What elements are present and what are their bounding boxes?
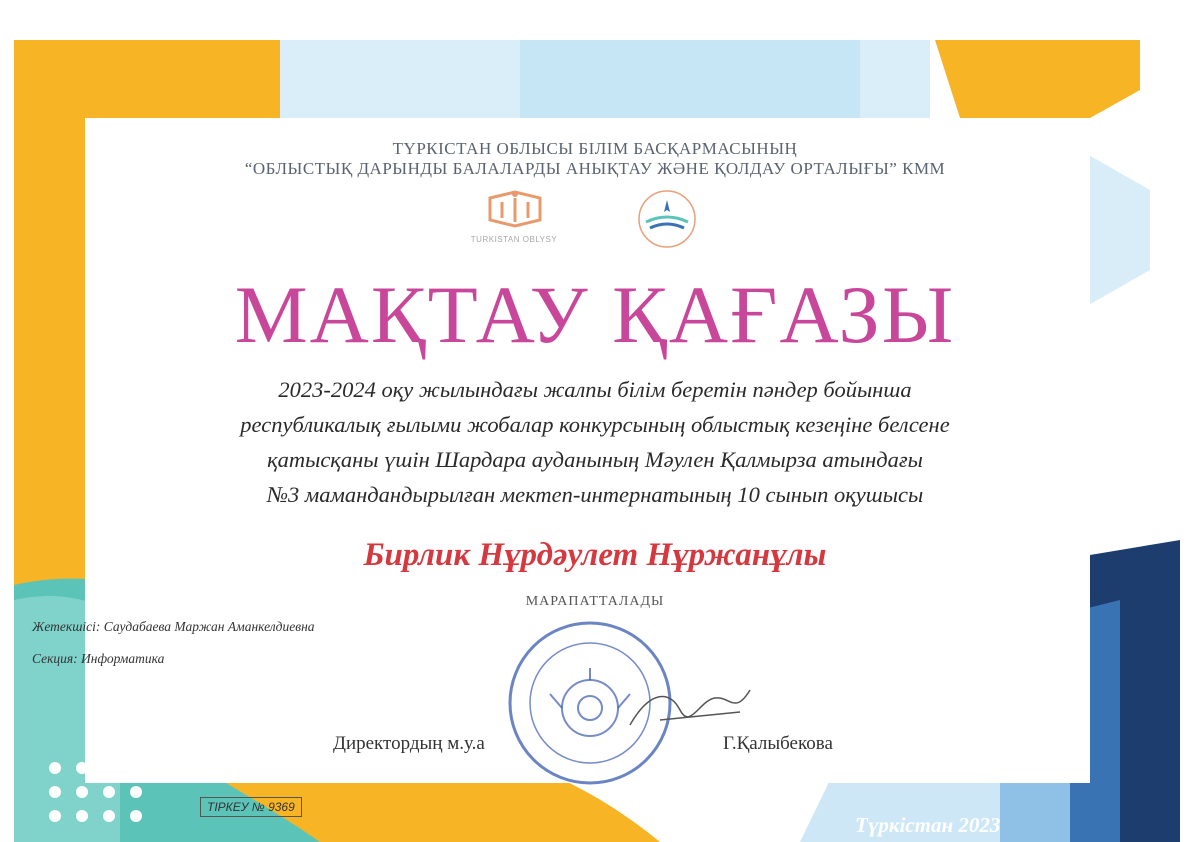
top-right-yellow-shape <box>935 40 1140 118</box>
certificate-title: МАҚТАУ ҚАҒАЗЫ <box>234 269 956 360</box>
body-line-2: республикалық ғылыми жобалар конкурсының облыстық кезеңіне белсене <box>240 412 950 437</box>
section: Секция: Информатика <box>32 651 165 666</box>
turkistan-oblysy-logo <box>470 188 560 240</box>
signature-role: Директордың м.у.а <box>333 733 485 754</box>
signature-name: Г.Қалыбекова <box>723 733 833 754</box>
awarded-word: МАРАПАТТАЛАДЫ <box>525 594 665 609</box>
top-blue-stripe <box>520 40 860 118</box>
body-text <box>0 372 1190 512</box>
registration-number: ТІРКЕУ № 9369 <box>200 797 302 817</box>
city-year: Түркістан 2023 <box>855 813 1001 837</box>
organization-line-2: “ОБЛЫСТЫҚ ДАРЫНДЫ БАЛАЛАРДЫ АНЫҚТАУ ЖӘНЕ ҚОЛДАУ ОРТАЛЫҒЫ” КММ <box>244 159 946 178</box>
recipient-name: Бирлик Нұрдәулет Нұржанұлы <box>363 537 827 573</box>
signature-scribble <box>620 680 770 740</box>
body-line-3: қатысқаны үшін Шардара ауданының Мәулен Қалмырза атындағы <box>267 447 923 472</box>
organization-line-1: ТҮРКІСТАН ОБЛЫСЫ БІЛІМ БАСҚАРМАСЫНЫҢ <box>392 139 798 158</box>
daryn-logo <box>628 188 706 250</box>
body-line-1: 2023-2024 оқу жылындағы жалпы білім беретін пәндер бойынша <box>278 377 912 402</box>
left-logo-caption: TURKISTAN OBLYSY <box>470 235 558 244</box>
body-line-4: №3 мамандандырылған мектеп-интернатының 10 сынып оқушысы <box>266 482 924 507</box>
supervisor: Жетекшісі: Саудабаева Маржан Аманкелдиевна <box>32 619 315 634</box>
